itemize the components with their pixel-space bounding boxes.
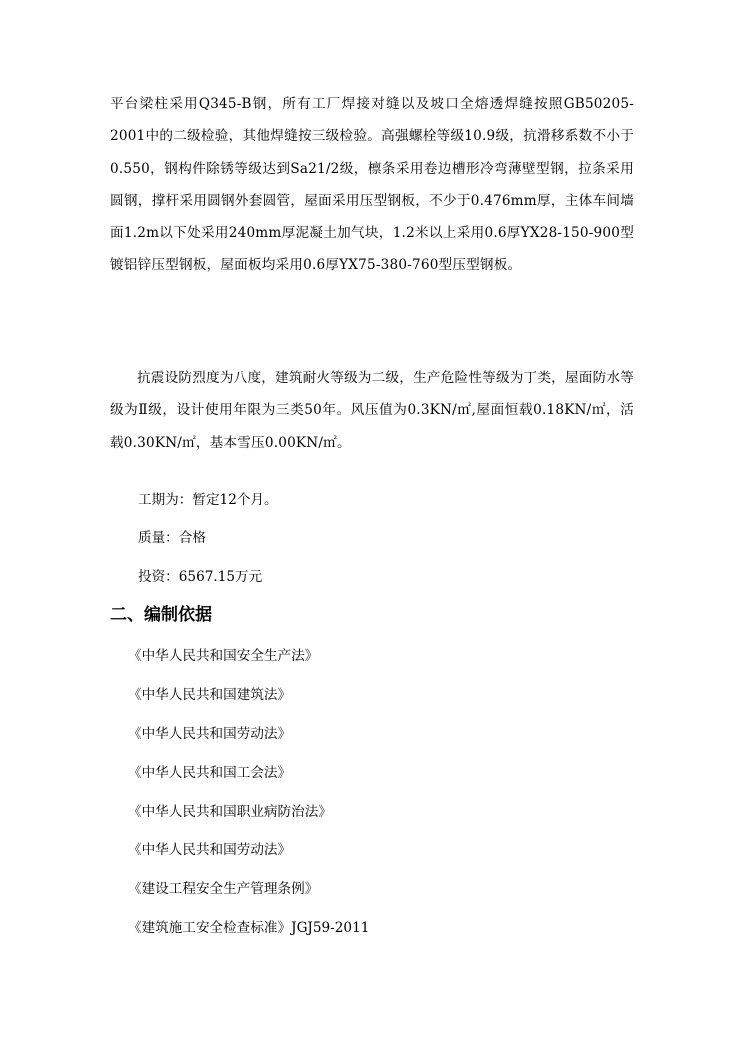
reference-list	[128, 646, 369, 957]
quality-line: 质量：合格	[138, 530, 206, 546]
structure-spec-paragraph: 平台梁柱采用Q345-B钢，所有工厂焊接对缝以及坡口全熔透焊缝按照GB50205-2001中的二级检验，其他焊缝按三级检验。高强螺栓等级10.9级，抗滑移系数不小于0.550，钢构件除锈等级达到Sa21/2级，檩条采用卷边槽形冷弯薄壁型钢，拉条采用圆钢，撑杆采用圆钢外套圆管，屋面采用压型钢板，不少于0.476mm厚，主体车间墙面1.2m以下处采用240mm厚泥凝土加气块，1.2米以上采用0.6厚YX28-150-900型镀铝锌压型钢板，屋面板均采用0.6厚YX75-380-760型压型钢板。	[110, 96, 634, 274]
reference-item: 《中华人民共和国工会法》	[128, 764, 292, 781]
reference-item: 《中华人民共和国建筑法》	[128, 686, 292, 703]
reference-item: 《中华人民共和国劳动法》	[128, 725, 292, 742]
reference-item: 《中华人民共和国劳动法》	[128, 842, 292, 859]
reference-item: 《中华人民共和国职业病防治法》	[128, 803, 332, 820]
reference-item: 《建设工程安全生产管理条例》	[128, 881, 319, 898]
reference-item: 《建筑施工安全检查标准》JGJ59-2011	[128, 920, 370, 937]
construction-period-line: 工期为：暂定12个月。	[138, 492, 278, 508]
reference-item: 《中华人民共和国安全生产法》	[128, 648, 319, 664]
investment-line: 投资：6567.15万元	[138, 569, 263, 585]
design-parameters-paragraph: 抗震设防烈度为八度，建筑耐火等级为二级，生产危险性等级为丁类，屋面防水等级为Ⅱ级，设计使用年限为三类50年。风压值为0.3KN/㎡,屋面恒载0.18KN/㎡，活载0.30KN/㎡，基本雪压0.00KN/㎡。	[110, 370, 634, 451]
section-heading: 二、编制依据	[110, 605, 212, 625]
